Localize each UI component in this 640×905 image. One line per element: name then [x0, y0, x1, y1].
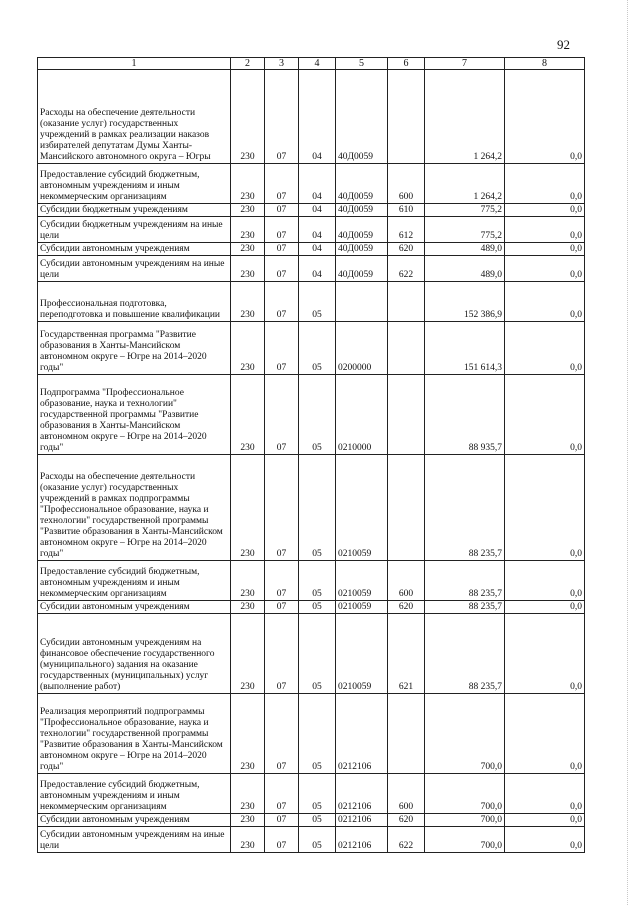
- target-article: 40Д0059: [336, 217, 388, 243]
- expense-type: 620: [388, 601, 425, 614]
- expense-type: [388, 322, 425, 375]
- chapter-code: 230: [231, 243, 265, 256]
- section-code: 07: [265, 256, 299, 282]
- chapter-code: 230: [231, 322, 265, 375]
- table-row: [38, 70, 585, 164]
- section-code: 07: [265, 243, 299, 256]
- amount: 489,0: [425, 243, 505, 256]
- chapter-code: 230: [231, 282, 265, 322]
- table-row: [38, 455, 585, 561]
- amount: 1 264,2: [425, 164, 505, 204]
- expense-type: [388, 375, 425, 455]
- table-row: [38, 243, 585, 256]
- amount: 775,2: [425, 217, 505, 243]
- row-description: Предоставление субсидий бюджетным, автономным учреждениям и иным некоммерческим организациям: [38, 774, 231, 814]
- amount: 88 235,7: [425, 561, 505, 601]
- target-article: 0210000: [336, 375, 388, 455]
- chapter-code: 230: [231, 164, 265, 204]
- target-article: 0210059: [336, 614, 388, 694]
- section-code: 07: [265, 827, 299, 853]
- amount-col8: 0,0: [505, 322, 585, 375]
- row-description: Субсидии автономным учреждениям: [38, 814, 231, 827]
- table-row: [38, 256, 585, 282]
- amount-col8: 0,0: [505, 164, 585, 204]
- table-row: [38, 164, 585, 204]
- expense-type: [388, 455, 425, 561]
- expense-type: 612: [388, 217, 425, 243]
- subsection-code: 05: [299, 774, 336, 814]
- amount: 700,0: [425, 774, 505, 814]
- page-number: 92: [557, 37, 570, 52]
- target-article: 40Д0059: [336, 70, 388, 164]
- chapter-code: 230: [231, 455, 265, 561]
- amount: 700,0: [425, 827, 505, 853]
- expense-type: [388, 282, 425, 322]
- chapter-code: 230: [231, 561, 265, 601]
- chapter-code: 230: [231, 614, 265, 694]
- table-row: [38, 814, 585, 827]
- column-header: 7: [425, 58, 505, 70]
- target-article: 0210059: [336, 561, 388, 601]
- section-code: 07: [265, 204, 299, 217]
- chapter-code: 230: [231, 601, 265, 614]
- expense-type: 600: [388, 164, 425, 204]
- section-code: 07: [265, 217, 299, 243]
- subsection-code: 04: [299, 217, 336, 243]
- target-article: 0212106: [336, 814, 388, 827]
- target-article: 40Д0059: [336, 256, 388, 282]
- subsection-code: 04: [299, 256, 336, 282]
- amount-col8: 0,0: [505, 375, 585, 455]
- subsection-code: 05: [299, 375, 336, 455]
- column-header: 6: [388, 58, 425, 70]
- section-code: 07: [265, 322, 299, 375]
- subsection-code: 05: [299, 694, 336, 774]
- section-code: 07: [265, 282, 299, 322]
- expense-type: 600: [388, 561, 425, 601]
- chapter-code: 230: [231, 694, 265, 774]
- table-row: [38, 282, 585, 322]
- table-row: [38, 694, 585, 774]
- table-row: [38, 601, 585, 614]
- row-description: Субсидии автономным учреждениям: [38, 601, 231, 614]
- amount: 88 235,7: [425, 601, 505, 614]
- section-code: 07: [265, 614, 299, 694]
- row-description: Государственная программа "Развитие образования в Ханты-Мансийском автономном округе – Югре на 2014–2020 годы": [38, 322, 231, 375]
- subsection-code: 04: [299, 70, 336, 164]
- table-row: [38, 375, 585, 455]
- target-article: 0210059: [336, 601, 388, 614]
- chapter-code: 230: [231, 774, 265, 814]
- table-row: [38, 204, 585, 217]
- expense-type: 622: [388, 256, 425, 282]
- column-header: 4: [299, 58, 336, 70]
- amount-col8: 0,0: [505, 243, 585, 256]
- row-description: Предоставление субсидий бюджетным, автономным учреждениям и иным некоммерческим организациям: [38, 561, 231, 601]
- chapter-code: 230: [231, 217, 265, 243]
- subsection-code: 04: [299, 164, 336, 204]
- row-description: Субсидии автономным учреждениям на иные цели: [38, 256, 231, 282]
- expense-type: 620: [388, 243, 425, 256]
- section-code: 07: [265, 601, 299, 614]
- chapter-code: 230: [231, 827, 265, 853]
- subsection-code: 05: [299, 601, 336, 614]
- target-article: 0212106: [336, 694, 388, 774]
- amount-col8: 0,0: [505, 614, 585, 694]
- amount-col8: 0,0: [505, 256, 585, 282]
- amount-col8: 0,0: [505, 70, 585, 164]
- row-description: Субсидии автономным учреждениям на иные цели: [38, 827, 231, 853]
- expense-type: 600: [388, 774, 425, 814]
- target-article: 0200000: [336, 322, 388, 375]
- section-code: 07: [265, 164, 299, 204]
- row-description: Реализация мероприятий подпрограммы "Профессиональное образование, наука и технологии" государственной программы "Развитие образования в Ханты-Мансийском автономном округе – Югре на 2014–2020 годы": [38, 694, 231, 774]
- amount: 88 235,7: [425, 614, 505, 694]
- table-header-row: [38, 58, 585, 70]
- column-header: 3: [265, 58, 299, 70]
- column-header: 5: [336, 58, 388, 70]
- expense-type: 620: [388, 814, 425, 827]
- section-code: 07: [265, 814, 299, 827]
- table-row: [38, 561, 585, 601]
- row-description: Субсидии бюджетным учреждениям: [38, 204, 231, 217]
- amount-col8: 0,0: [505, 694, 585, 774]
- table-row: [38, 827, 585, 853]
- table-row: [38, 614, 585, 694]
- subsection-code: 05: [299, 455, 336, 561]
- row-description: Субсидии бюджетным учреждениям на иные цели: [38, 217, 231, 243]
- target-article: 40Д0059: [336, 204, 388, 217]
- target-article: 40Д0059: [336, 164, 388, 204]
- row-description: Расходы на обеспечение деятельности (оказание услуг) государственных учреждений в рамках реализации наказов избирателей депутатам Думы Ханты-Мансийского автономного округа – Югры: [38, 70, 231, 164]
- column-header: 8: [505, 58, 585, 70]
- section-code: 07: [265, 70, 299, 164]
- subsection-code: 04: [299, 204, 336, 217]
- amount-col8: 0,0: [505, 204, 585, 217]
- amount: 88 935,7: [425, 375, 505, 455]
- budget-table: [37, 57, 585, 853]
- expense-type: [388, 70, 425, 164]
- subsection-code: 05: [299, 614, 336, 694]
- amount: 152 386,9: [425, 282, 505, 322]
- expense-type: 622: [388, 827, 425, 853]
- section-code: 07: [265, 561, 299, 601]
- expense-type: 610: [388, 204, 425, 217]
- row-description: Субсидии автономным учреждениям: [38, 243, 231, 256]
- target-article: [336, 282, 388, 322]
- amount: 151 614,3: [425, 322, 505, 375]
- column-header: 1: [38, 58, 231, 70]
- amount-col8: 0,0: [505, 561, 585, 601]
- target-article: 0212106: [336, 827, 388, 853]
- row-description: Профессиональная подготовка, переподготовка и повышение квалификации: [38, 282, 231, 322]
- subsection-code: 05: [299, 282, 336, 322]
- column-header: 2: [231, 58, 265, 70]
- amount: 700,0: [425, 814, 505, 827]
- chapter-code: 230: [231, 204, 265, 217]
- subsection-code: 05: [299, 561, 336, 601]
- chapter-code: 230: [231, 375, 265, 455]
- expense-type: [388, 694, 425, 774]
- amount: 700,0: [425, 694, 505, 774]
- amount-col8: 0,0: [505, 827, 585, 853]
- amount-col8: 0,0: [505, 217, 585, 243]
- section-code: 07: [265, 375, 299, 455]
- amount: 1 264,2: [425, 70, 505, 164]
- amount: 88 235,7: [425, 455, 505, 561]
- section-code: 07: [265, 455, 299, 561]
- chapter-code: 230: [231, 256, 265, 282]
- scan-edge: [627, 0, 636, 905]
- amount: 775,2: [425, 204, 505, 217]
- amount-col8: 0,0: [505, 814, 585, 827]
- expense-type: 621: [388, 614, 425, 694]
- row-description: Предоставление субсидий бюджетным, автономным учреждениям и иным некоммерческим организациям: [38, 164, 231, 204]
- amount-col8: 0,0: [505, 455, 585, 561]
- target-article: 40Д0059: [336, 243, 388, 256]
- table-row: [38, 217, 585, 243]
- subsection-code: 05: [299, 322, 336, 375]
- amount-col8: 0,0: [505, 774, 585, 814]
- table-row: [38, 322, 585, 375]
- row-description: Расходы на обеспечение деятельности (оказание услуг) государственных учреждений в рамках подпрограммы "Профессиональное образование, наука и технологии" государственной программы "Развитие образования в Ханты-Мансийском автономном округе – Югре на 2014–2020 годы": [38, 455, 231, 561]
- amount-col8: 0,0: [505, 282, 585, 322]
- amount-col8: 0,0: [505, 601, 585, 614]
- row-description: Субсидии автономным учреждениям на финансовое обеспечение государственного (муниципального) задания на оказание государственных (муниципальных) услуг (выполнение работ): [38, 614, 231, 694]
- table-row: [38, 774, 585, 814]
- target-article: 0212106: [336, 774, 388, 814]
- target-article: 0210059: [336, 455, 388, 561]
- amount: 489,0: [425, 256, 505, 282]
- chapter-code: 230: [231, 70, 265, 164]
- chapter-code: 230: [231, 814, 265, 827]
- section-code: 07: [265, 774, 299, 814]
- row-description: Подпрограмма "Профессиональное образование, наука и технологии" государственной программы "Развитие образования в Ханты-Мансийском автономном округе – Югре на 2014–2020 годы": [38, 375, 231, 455]
- subsection-code: 05: [299, 814, 336, 827]
- subsection-code: 04: [299, 243, 336, 256]
- section-code: 07: [265, 694, 299, 774]
- subsection-code: 05: [299, 827, 336, 853]
